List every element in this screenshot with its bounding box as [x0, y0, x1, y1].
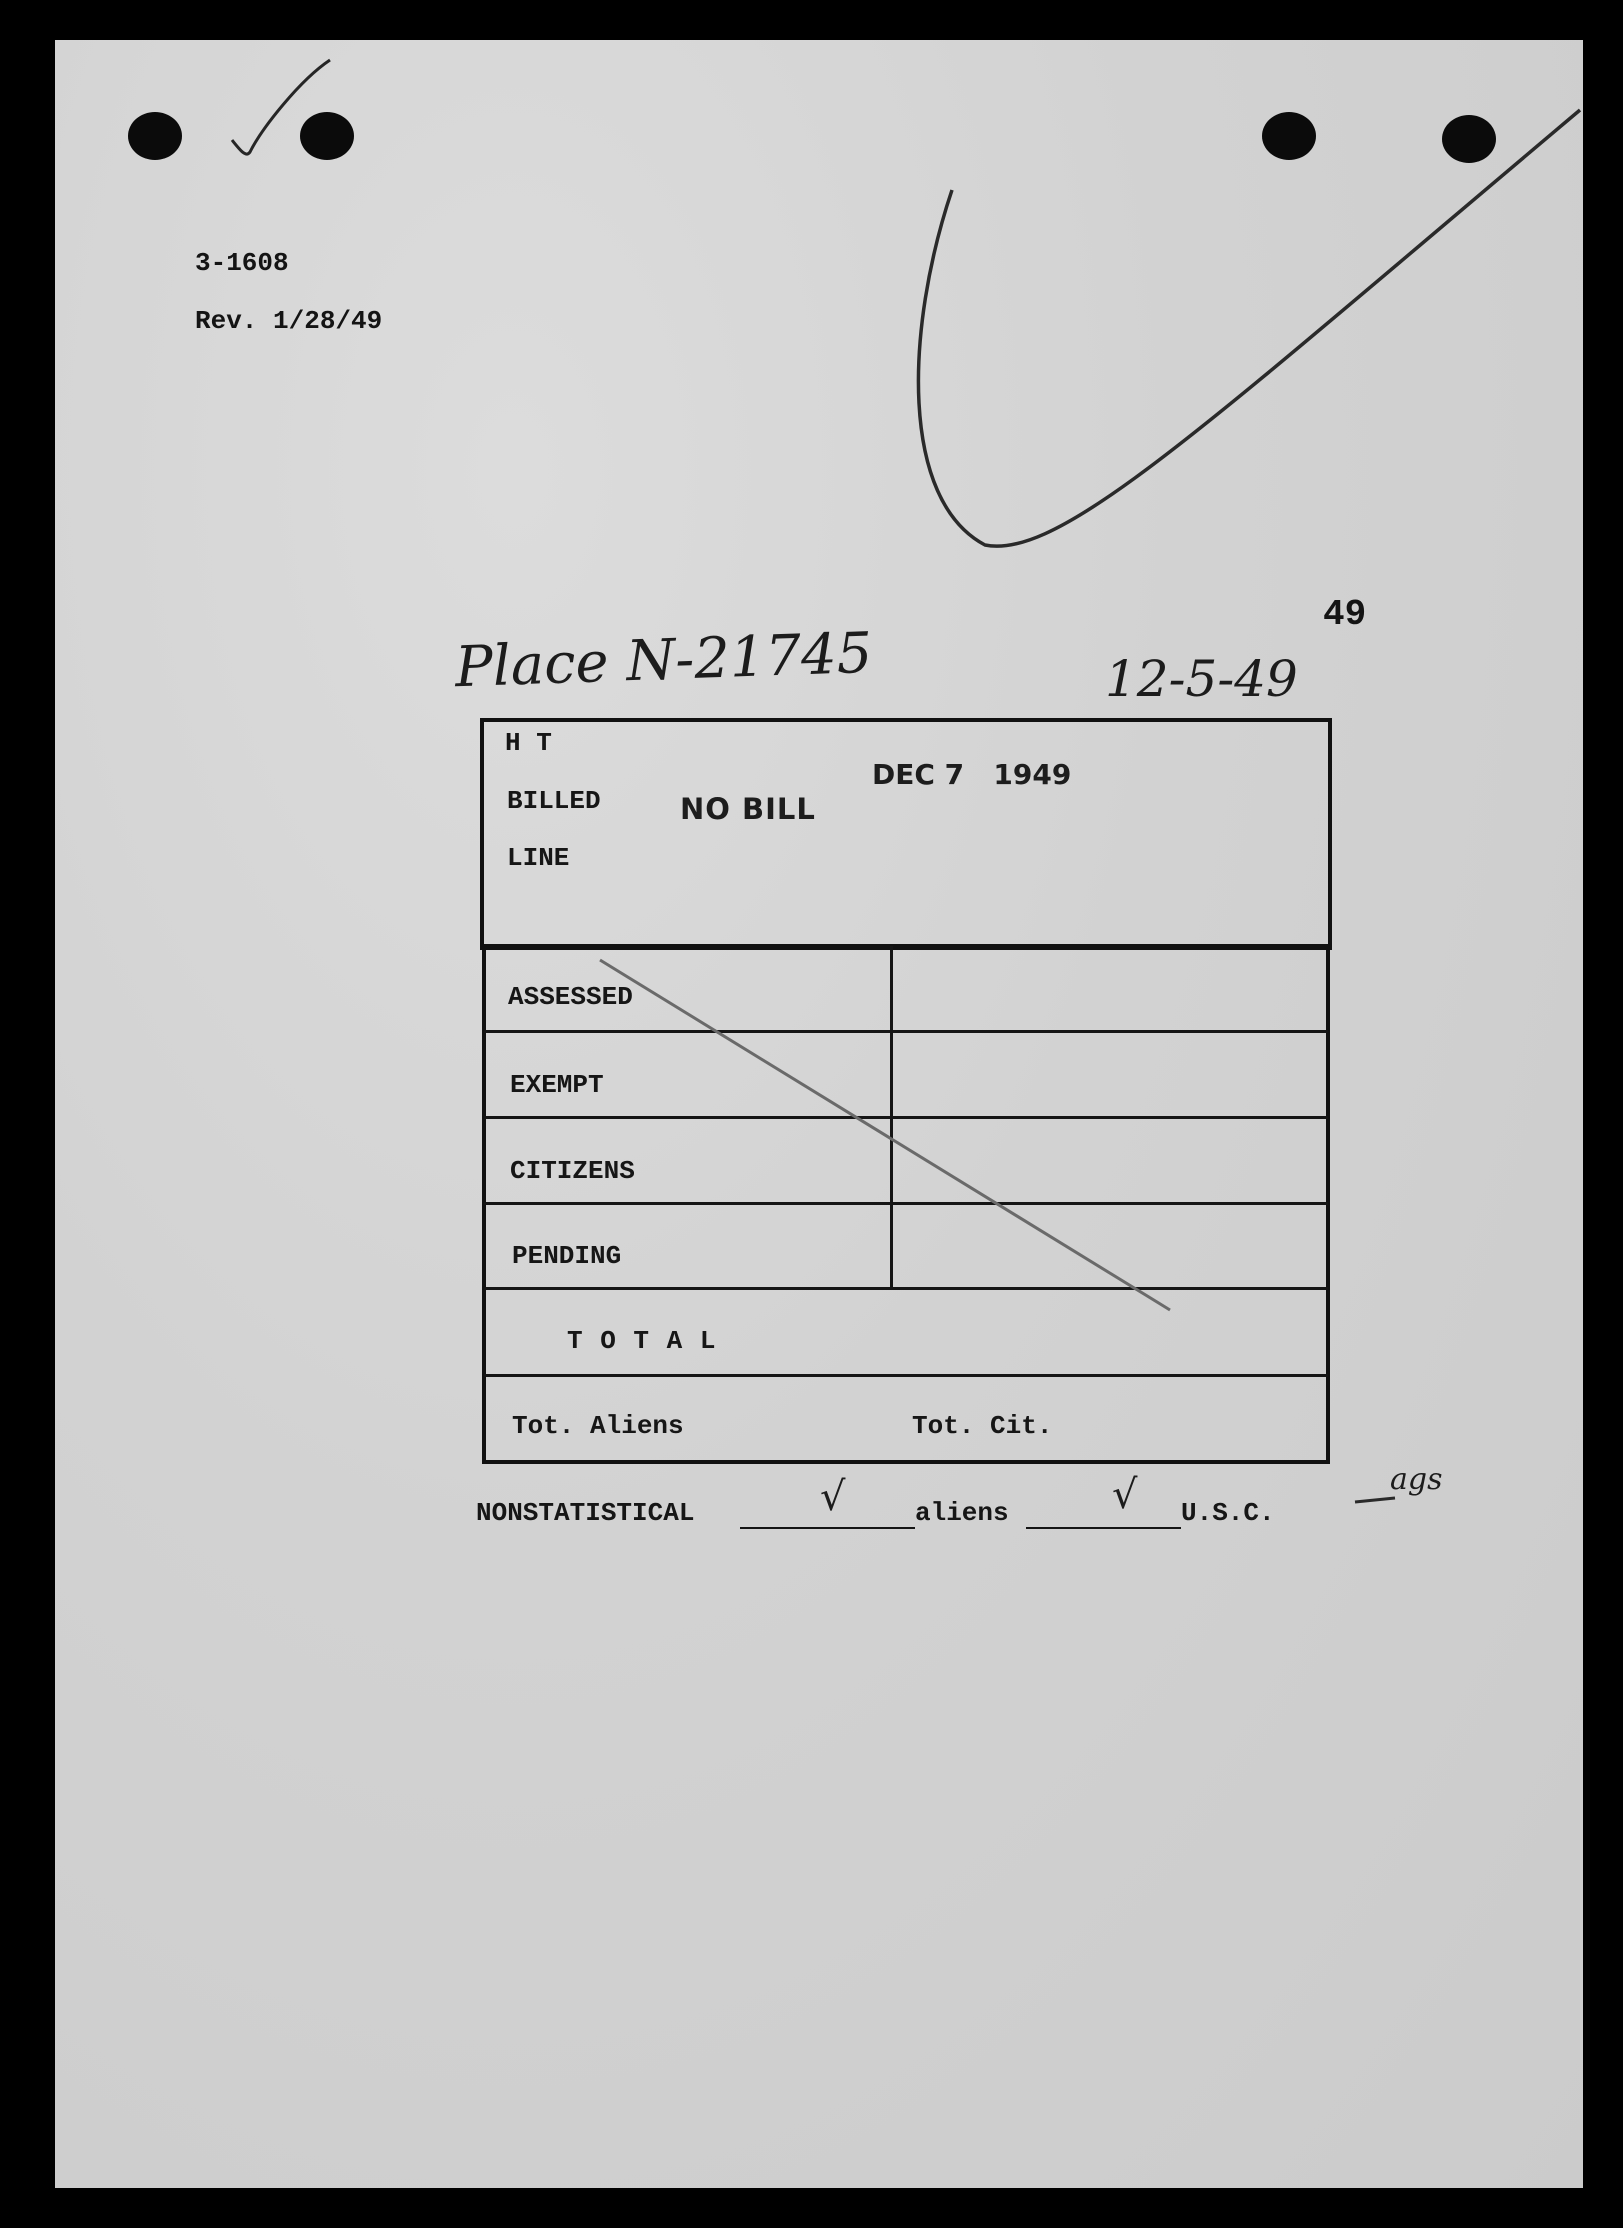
tot-aliens-label: Tot. Aliens: [512, 1411, 684, 1441]
date-stamp: DEC 7 1949: [872, 758, 1072, 791]
aliens-label: aliens: [915, 1498, 1009, 1528]
tot-cit-label: Tot. Cit.: [912, 1411, 1053, 1441]
line-label: LINE: [507, 843, 570, 873]
row-divider-5: [484, 1374, 1328, 1377]
punch-hole-right-2: [1442, 115, 1496, 163]
exempt-label: EXEMPT: [510, 1070, 604, 1100]
nonstatistical-label: NONSTATISTICAL: [476, 1498, 695, 1528]
nonstatistical-check: √: [820, 1474, 846, 1520]
punch-hole-right-1: [1262, 112, 1316, 160]
no-bill-stamp: NO BILL: [680, 792, 816, 826]
row-divider-2: [484, 1116, 1328, 1119]
form-revision: Rev. 1/28/49: [195, 306, 383, 336]
aliens-blank: [1026, 1527, 1181, 1529]
total-label: T O T A L: [567, 1326, 717, 1356]
usc-label: U.S.C.: [1181, 1498, 1275, 1528]
aliens-check: √: [1112, 1472, 1138, 1518]
ht-label: H T: [505, 728, 552, 758]
punch-hole-left-1: [128, 112, 182, 160]
nonstatistical-blank: [740, 1527, 915, 1529]
row-divider-4: [484, 1287, 1328, 1290]
pending-label: PENDING: [512, 1241, 622, 1271]
handwritten-date: 12-5-49: [1105, 650, 1298, 708]
form-number: 3-1608: [195, 248, 289, 278]
punch-hole-left-2: [300, 112, 354, 160]
assessed-label: ASSESSED: [508, 982, 633, 1012]
billed-label: BILLED: [507, 786, 601, 816]
handwritten-file-ref: Place N-21745: [453, 620, 874, 701]
handwritten-initials: ags: [1390, 1462, 1443, 1497]
citizens-label: CITIZENS: [510, 1156, 635, 1186]
header-block: [480, 718, 1332, 950]
row-divider-1: [484, 1030, 1328, 1033]
row-divider-3: [484, 1202, 1328, 1205]
page-corner-number: 49: [1323, 594, 1367, 635]
